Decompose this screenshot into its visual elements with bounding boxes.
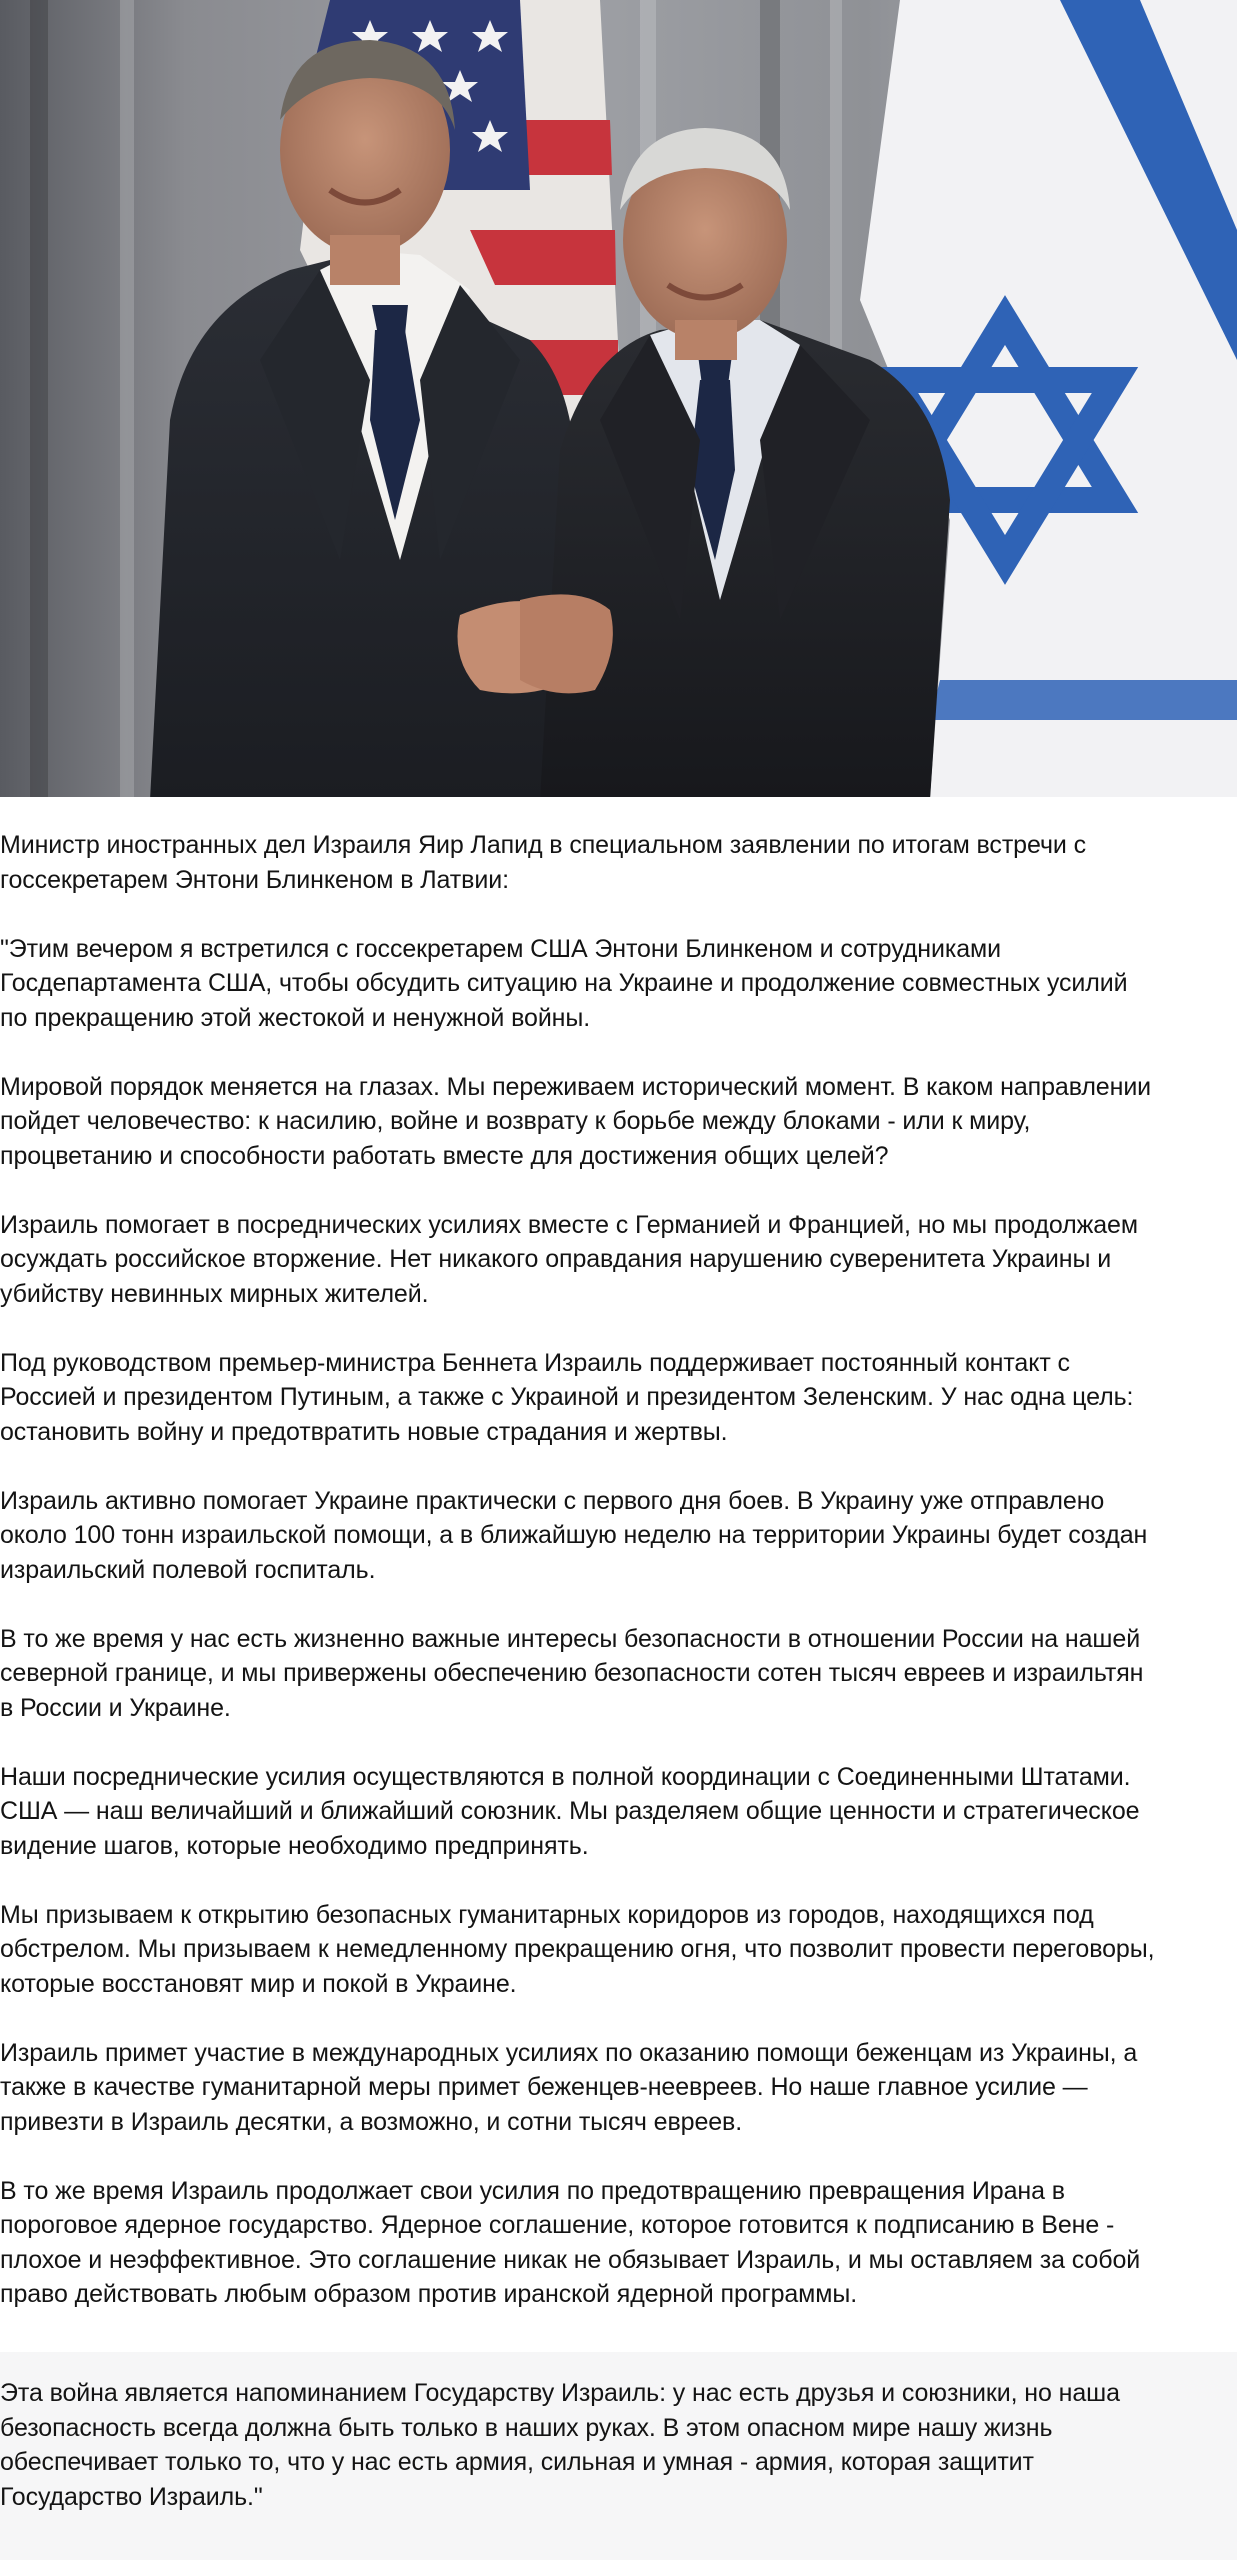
paragraph-5: Израиль активно помогает Украине практически с первого дня боев. В Украину уже отправлено около 100 тонн израильской помощи, а в ближайшую неделю на территории Украины будет создан израильский полевой госпиталь.: [0, 1486, 1148, 1584]
paragraph-closing: Эта война является напоминанием Государству Израиль: у нас есть друзья и союзники, но наша безопасность всегда должна быть только в наших руках. В этом опасном мире нашу жизнь обеспечивает только то, что у нас есть армия, сильная и умная - армия, которая защитит Государство Израиль.": [0, 2379, 1120, 2511]
hero-photo: [0, 0, 1237, 797]
article-body: [0, 828, 1160, 2312]
closing-block: [0, 2352, 1237, 2560]
paragraph-1: "Этим вечером я встретился с госсекретарем США Энтони Блинкеном и сотрудниками Госдепартамента США, чтобы обсудить ситуацию на Украине и продолжение совместных усилий по прекращению этой жестокой и ненужной войны.: [0, 934, 1128, 1032]
paragraph-2: Мировой порядок меняется на глазах. Мы переживаем исторический момент. В каком направлении пойдет человечество: к насилию, войне и возврату к борьбе между блоками - или к миру, процветанию и способности работать вместе для достижения общих целей?: [0, 1072, 1152, 1170]
handshake: [458, 594, 613, 693]
paragraph-8: Мы призываем к открытию безопасных гуманитарных коридоров из городов, находящихся под обстрелом. Мы призываем к немедленному прекращению огня, что позволит провести переговоры, которые восстановят мир и покой в Украине.: [0, 1900, 1155, 1998]
paragraph-9: Израиль примет участие в международных усилиях по оказанию помощи беженцам из Украины, а также в качестве гуманитарной меры примет беженцев-неевреев. Но наше главное усилие — привезти в Израиль десятки, а возможно, и сотни тысяч евреев.: [0, 2038, 1138, 2136]
paragraph-4: Под руководством премьер-министра Беннета Израиль поддерживает постоянный контакт с Россией и президентом Путиным, а также с Украиной и президентом Зеленским. У нас одна цель: остановить войну и предотвратить новые страдания и жертвы.: [0, 1348, 1134, 1446]
paragraph-intro: Министр иностранных дел Израиля Яир Лапид в специальном заявлении по итогам встречи с госсекретарем Энтони Блинкеном в Латвии:: [0, 831, 1086, 894]
paragraph-3: Израиль помогает в посреднических усилиях вместе с Германией и Францией, но мы продолжаем осуждать российское вторжение. Нет никакого оправдания нарушению суверенитета Украины и убийству невинных мирных жителей.: [0, 1210, 1138, 1308]
paragraph-7: Наши посреднические усилия осуществляются в полной координации с Соединенными Штатами. США — наш величайший и ближайший союзник. Мы разделяем общие ценности и стратегическое видение шагов, которые необходимо предпринять.: [0, 1762, 1140, 1860]
paragraph-6: В то же время у нас есть жизненно важные интересы безопасности в отношении России на нашей северной границе, и мы привержены обеспечению безопасности сотен тысяч евреев и израильтян в России и Украине.: [0, 1624, 1144, 1722]
paragraph-10: В то же время Израиль продолжает свои усилия по предотвращению превращения Ирана в пороговое ядерное государство. Ядерное соглашение, которое готовится к подписанию в Вене - плохое и неэффективное. Это соглашение никак не обязывает Израиль, и мы оставляем за собой право действовать любым образом против иранской ядерной программы.: [0, 2176, 1141, 2308]
photo-illustration: [0, 0, 1237, 797]
